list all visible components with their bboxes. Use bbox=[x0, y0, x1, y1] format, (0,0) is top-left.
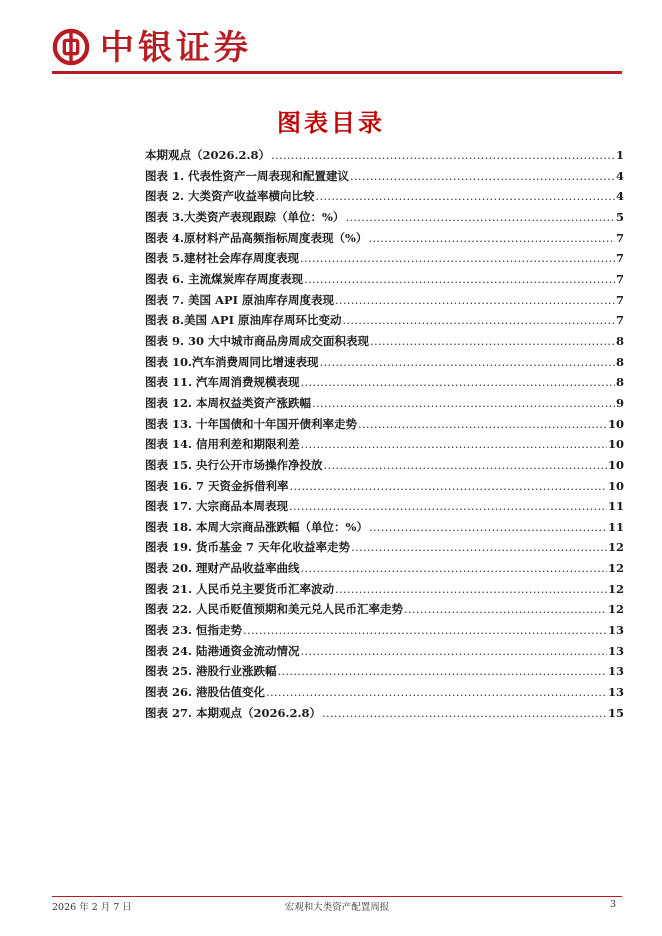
toc-dot-leader bbox=[320, 352, 615, 373]
toc-entry[interactable] bbox=[145, 310, 624, 331]
toc-dot-leader bbox=[312, 393, 615, 414]
toc-entry-page-number: 12 bbox=[607, 602, 624, 617]
toc-dot-leader bbox=[369, 517, 607, 538]
toc-dot-leader bbox=[342, 310, 615, 331]
toc-dot-leader bbox=[301, 372, 615, 393]
toc-entry-page-number: 15 bbox=[607, 705, 624, 720]
toc-entry[interactable] bbox=[145, 290, 624, 311]
toc-entry-page-number: 10 bbox=[607, 416, 624, 431]
toc-dot-leader bbox=[335, 290, 615, 311]
toc-entry[interactable] bbox=[145, 145, 624, 166]
toc-entry[interactable] bbox=[145, 248, 624, 269]
toc-entry-label: 图表 12. 本周权益类资产涨跌幅 bbox=[145, 395, 312, 410]
toc-entry-label: 图表 22. 人民币贬值预期和美元兑人民币汇率走势 bbox=[145, 602, 404, 617]
toc-entry[interactable] bbox=[145, 331, 624, 352]
toc-entry-label: 图表 21. 人民币兑主要货币汇率波动 bbox=[145, 581, 335, 596]
toc-dot-leader bbox=[345, 207, 615, 228]
toc-entry[interactable] bbox=[145, 620, 624, 641]
toc-entry-label: 图表 27. 本期观点（2026.2.8） bbox=[145, 705, 322, 720]
header-divider bbox=[52, 71, 622, 74]
footer-page-number: 3 bbox=[609, 899, 616, 910]
toc-entry-page-number: 7 bbox=[615, 251, 624, 266]
toc-entry-label: 图表 2. 大类资产收益率横向比较 bbox=[145, 189, 315, 204]
toc-dot-leader bbox=[368, 228, 615, 249]
toc-dot-leader bbox=[278, 661, 607, 682]
toc-entry[interactable] bbox=[145, 641, 624, 662]
toc-entry-page-number: 10 bbox=[607, 457, 624, 472]
toc-entry[interactable] bbox=[145, 166, 624, 187]
toc-entry-page-number: 7 bbox=[615, 313, 624, 328]
toc-entry[interactable] bbox=[145, 434, 624, 455]
toc-entry[interactable] bbox=[145, 228, 624, 249]
toc-entry[interactable] bbox=[145, 207, 624, 228]
toc-entry-label: 图表 15. 央行公开市场操作净投放 bbox=[145, 457, 323, 472]
toc-entry-label: 图表 6. 主流煤炭库存周度表现 bbox=[145, 271, 304, 286]
toc-entry-page-number: 12 bbox=[607, 581, 624, 596]
toc-entry-page-number: 8 bbox=[615, 354, 624, 369]
toc-entry-page-number: 13 bbox=[607, 623, 624, 638]
toc-entry-label: 图表 19. 货币基金 7 天年化收益率走势 bbox=[145, 540, 351, 555]
toc-entry-page-number: 13 bbox=[607, 685, 624, 700]
toc-dot-leader bbox=[404, 599, 607, 620]
toc-entry-label: 图表 25. 港股行业涨跌幅 bbox=[145, 664, 277, 679]
toc-entry-label: 图表 10.汽车消费周同比增速表现 bbox=[145, 354, 319, 369]
toc-entry-label: 图表 14. 信用利差和期限利差 bbox=[145, 437, 300, 452]
toc-entry[interactable] bbox=[145, 414, 624, 435]
toc-dot-leader bbox=[301, 558, 607, 579]
toc-dot-leader bbox=[266, 682, 607, 703]
toc-dot-leader bbox=[301, 641, 607, 662]
toc-entry-page-number: 1 bbox=[615, 148, 624, 162]
toc-entry-label: 图表 5.建材社会库存周度表现 bbox=[145, 251, 300, 266]
toc-entry-label: 图表 23. 恒指走势 bbox=[145, 623, 243, 638]
toc-dot-leader bbox=[350, 166, 615, 187]
toc-entry-page-number: 5 bbox=[615, 209, 624, 224]
toc-entry-label: 图表 11. 汽车周消费规模表现 bbox=[145, 375, 300, 390]
toc-entry[interactable] bbox=[145, 682, 624, 703]
toc-dot-leader bbox=[322, 703, 607, 724]
footer-divider bbox=[52, 896, 622, 897]
footer-report-title: 宏观和大类资产配置周报 bbox=[284, 902, 390, 913]
toc-title: 图表目录 bbox=[277, 108, 385, 137]
toc-dot-leader bbox=[316, 186, 615, 207]
toc-entry[interactable] bbox=[145, 455, 624, 476]
toc-entry[interactable] bbox=[145, 496, 624, 517]
toc-entry-page-number: 7 bbox=[615, 292, 624, 307]
toc-entry[interactable] bbox=[145, 393, 624, 414]
footer-date: 2026 年 2 月 7 日 bbox=[52, 902, 132, 913]
toc-dot-leader bbox=[370, 331, 615, 352]
toc-dot-leader bbox=[271, 145, 615, 166]
toc-entry-label: 图表 17. 大宗商品本周表现 bbox=[145, 499, 289, 514]
toc-entry[interactable] bbox=[145, 372, 624, 393]
toc-entry-page-number: 11 bbox=[607, 499, 624, 514]
toc-entry-label: 图表 16. 7 天资金拆借利率 bbox=[145, 478, 289, 493]
toc-entry-page-number: 12 bbox=[607, 540, 624, 555]
toc-entry[interactable] bbox=[145, 703, 624, 724]
page-footer bbox=[52, 899, 622, 915]
toc-entry-page-number: 4 bbox=[615, 189, 624, 204]
toc-entry[interactable] bbox=[145, 517, 624, 538]
brand-name: 中银证券 bbox=[100, 28, 252, 68]
toc-entry-label: 图表 9. 30 大中城市商品房周成交面积表现 bbox=[145, 333, 370, 348]
toc-entry[interactable] bbox=[145, 537, 624, 558]
toc-dot-leader bbox=[358, 414, 607, 435]
toc-entry-label: 本期观点（2026.2.8） bbox=[145, 148, 271, 162]
toc-entry-label: 图表 24. 陆港通资金流动情况 bbox=[145, 643, 300, 658]
toc-entry-label: 图表 3.大类资产表现跟踪（单位：%） bbox=[145, 209, 345, 224]
toc-entry-page-number: 13 bbox=[607, 664, 624, 679]
bank-of-china-logo-icon bbox=[52, 28, 90, 66]
toc-dot-leader bbox=[324, 455, 607, 476]
toc-entry[interactable] bbox=[145, 579, 624, 600]
toc-entry-page-number: 10 bbox=[607, 437, 624, 452]
toc-entry[interactable] bbox=[145, 558, 624, 579]
toc-entry[interactable] bbox=[145, 186, 624, 207]
table-of-figures bbox=[145, 145, 624, 723]
toc-dot-leader bbox=[300, 248, 615, 269]
toc-entry-page-number: 7 bbox=[615, 230, 624, 245]
toc-dot-leader bbox=[335, 579, 607, 600]
toc-entry-label: 图表 26. 港股估值变化 bbox=[145, 685, 266, 700]
toc-entry-page-number: 8 bbox=[615, 333, 624, 348]
toc-entry-page-number: 4 bbox=[615, 168, 624, 183]
toc-entry-page-number: 13 bbox=[607, 643, 624, 658]
toc-entry-label: 图表 7. 美国 API 原油库存周度表现 bbox=[145, 292, 334, 307]
toc-dot-leader bbox=[304, 269, 615, 290]
toc-entry-page-number: 8 bbox=[615, 375, 624, 390]
toc-entry[interactable] bbox=[145, 352, 624, 373]
toc-entry-page-number: 12 bbox=[607, 561, 624, 576]
toc-entry-label: 图表 20. 理财产品收益率曲线 bbox=[145, 561, 300, 576]
toc-entry[interactable] bbox=[145, 661, 624, 682]
toc-dot-leader bbox=[301, 434, 607, 455]
toc-entry-label: 图表 8.美国 API 原油库存周环比变动 bbox=[145, 313, 342, 328]
toc-dot-leader bbox=[243, 620, 607, 641]
toc-entry[interactable] bbox=[145, 599, 624, 620]
toc-entry[interactable] bbox=[145, 269, 624, 290]
toc-entry[interactable] bbox=[145, 476, 624, 497]
page-header bbox=[52, 24, 622, 76]
toc-entry-page-number: 11 bbox=[607, 519, 624, 534]
toc-entry-page-number: 9 bbox=[615, 395, 624, 410]
toc-entry-label: 图表 13. 十年国债和十年国开债利率走势 bbox=[145, 416, 358, 431]
toc-entry-page-number: 10 bbox=[607, 478, 624, 493]
toc-entry-page-number: 7 bbox=[615, 271, 624, 286]
toc-dot-leader bbox=[351, 537, 607, 558]
toc-dot-leader bbox=[290, 476, 607, 497]
toc-entry-label: 图表 1. 代表性资产一周表现和配置建议 bbox=[145, 168, 350, 183]
toc-entry-label: 图表 18. 本周大宗商品涨跌幅（单位：%） bbox=[145, 519, 368, 534]
toc-entry-label: 图表 4.原材料产品高频指标周度表现（%） bbox=[145, 230, 368, 245]
toc-dot-leader bbox=[289, 496, 607, 517]
